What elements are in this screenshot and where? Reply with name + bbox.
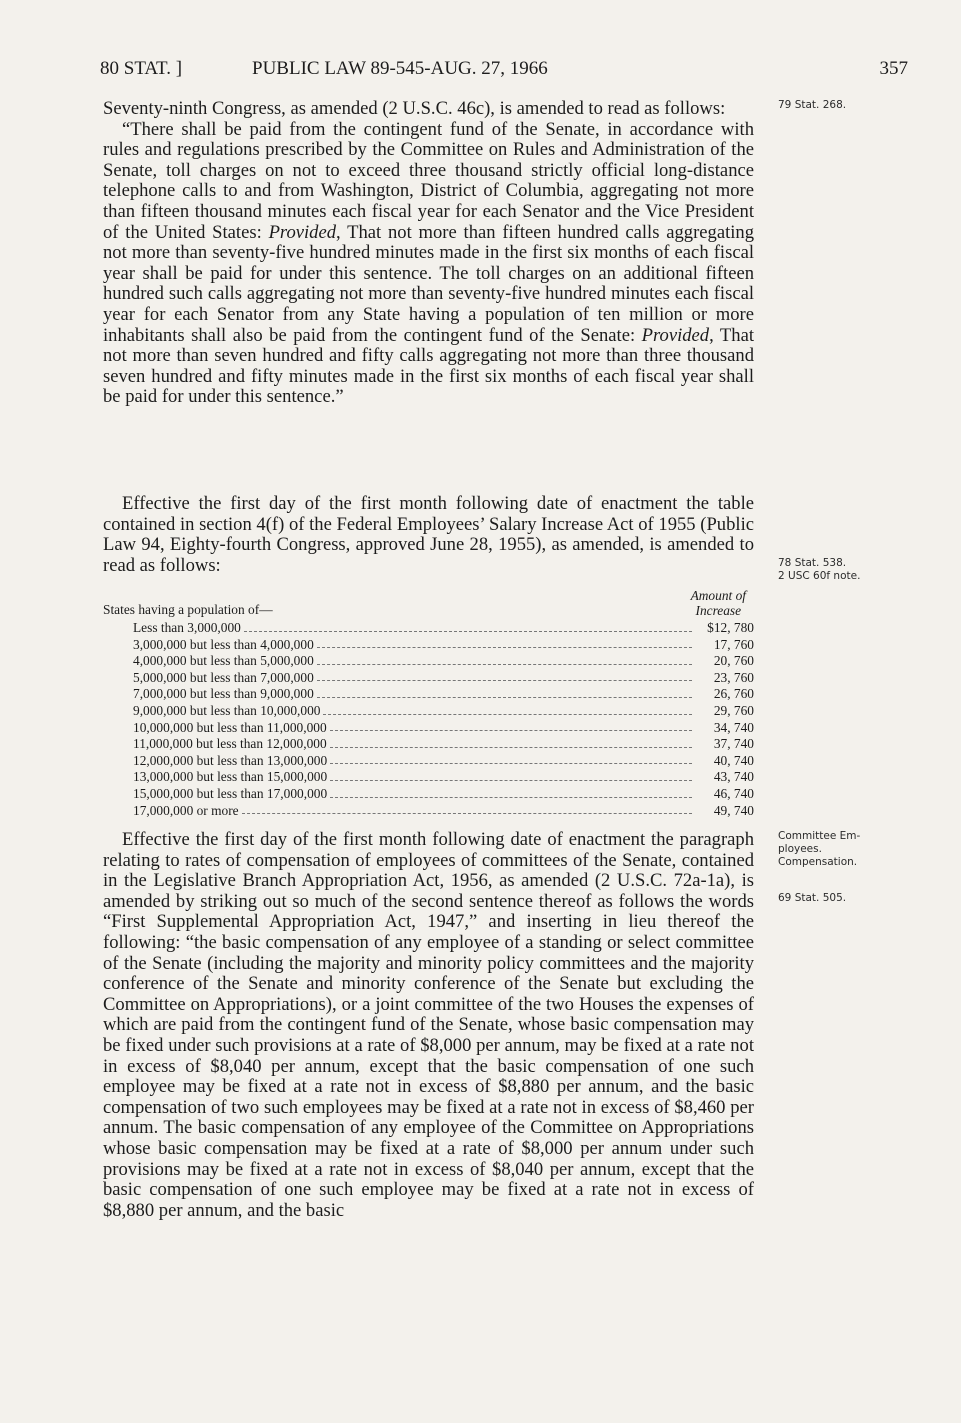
table-row bbox=[103, 703, 754, 720]
dot-leader bbox=[330, 786, 692, 798]
paragraph-telephone-calls bbox=[103, 120, 754, 408]
table-row bbox=[103, 686, 754, 703]
margin-note-69-stat bbox=[778, 892, 846, 905]
margin-note-text: Compensation. bbox=[778, 856, 858, 868]
population-range: 15,000,000 but less than 17,000,000 bbox=[133, 785, 328, 801]
paragraph-text: , That not more than fifteen hundred calls aggregating not more than seventy-five hundred minutes made in the first six months of each fiscal year shall be paid for under this sentence. The toll charges on an additional fifteen hundred such calls aggregating not more than seventy-five hundred minutes each fiscal year for each Senator from any State having a population of ten million or more inhabitants shall also be paid from the contingent fund of the Senate: bbox=[103, 221, 754, 346]
margin-note-text: 78 Stat. 538. bbox=[778, 557, 847, 569]
increase-amount: 17, 760 bbox=[713, 636, 754, 652]
margin-note-text: 2 USC 60f note. bbox=[778, 570, 861, 582]
table-header-amount-line1: Amount of bbox=[690, 588, 746, 603]
dot-leader bbox=[317, 637, 692, 649]
dot-leader bbox=[242, 803, 692, 815]
table-row bbox=[103, 720, 754, 737]
population-range: 17,000,000 or more bbox=[133, 802, 239, 818]
margin-note-text: Committee Em- bbox=[778, 830, 861, 842]
paragraph-continuation: Seventy-ninth Congress, as amended (2 U.S.C. 46c), is amended to read as follows: bbox=[103, 98, 726, 119]
population-range: 9,000,000 but less than 10,000,000 bbox=[133, 702, 321, 718]
paragraph-text: , That not more than seven hundred and fifty calls aggregating not more than three thousand seven hundred and fifty minutes made in the first six months of each fiscal year shall be paid for under this sentence.” bbox=[103, 324, 754, 408]
table-row bbox=[103, 637, 754, 654]
increase-amount: 49, 740 bbox=[713, 802, 754, 818]
dot-leader bbox=[317, 686, 692, 698]
table-header-population: States having a population of— bbox=[103, 602, 273, 617]
table-row bbox=[103, 753, 754, 770]
dot-leader bbox=[317, 670, 692, 682]
paragraph-text: “There shall be paid from the contingent fund of the Senate, in accordance with rules and regulations prescribed by the Committee on Rules and Administration of the Senate, toll charges on not to exceed three thousand strictly official long-distance telephone calls to and from Washington, District of Columbia, aggregating not more than fifteen thousand minutes each fiscal year for each Senator and the Vice President of the United States: bbox=[103, 118, 754, 243]
increase-amount: $12, 780 bbox=[707, 620, 754, 635]
margin-note-78-stat bbox=[778, 557, 860, 583]
table-row bbox=[103, 769, 754, 786]
dot-leader bbox=[330, 753, 692, 765]
increase-amount: 29, 760 bbox=[713, 702, 754, 718]
dot-leader bbox=[323, 703, 692, 715]
proviso-word: Provided bbox=[268, 221, 337, 243]
increase-amount: 34, 740 bbox=[713, 719, 754, 735]
paragraph-committee-compensation: Effective the first day of the first month following date of enactment the paragraph relating to rates of compensation of employees of committees of the Senate, contained in the Legislative Branch Appropriation Act, 1956, as amended (2 U.S.C. 72a-1a), is amended by striking out so much of the second sentence thereof as follows the words “First Supplemental Appropriation Act, 1947,” and inserting in lieu thereof the following: “the basic compensation of any employee of a standing or select committee of the Senate (including the majority and minority policy committees and the majority conference of the Senate and minority conference of the Senate but excluding the Committee on Appropriations), or a joint committee of the two Houses the expenses of which are paid from the contingent fund of the Senate, whose basic compensation may be fixed under such provisions at a rate of $8,000 per annum, may be fixed at a rate not in excess of $8,040 per annum, except that the basic compensation of one such employee may be fixed at a rate not in excess of $8,880 per annum, and the basic compensation of two such employees may be fixed at a rate not in excess of $8,460 per annum. The basic compensation of any employee of the Committee on Appropriations whose basic compensation may be fixed at a rate of $8,000 per annum under such provisions may be fixed at a rate not in excess of $8,040 per annum, except that the basic compensation of one such employee may be fixed at a rate not in excess of $8,880 per annum, and the basic bbox=[103, 829, 754, 1221]
dot-leader bbox=[244, 620, 692, 632]
population-range: 12,000,000 but less than 13,000,000 bbox=[133, 752, 328, 768]
body-text-salary-table-intro bbox=[103, 494, 754, 576]
increase-amount: 26, 760 bbox=[713, 686, 754, 702]
population-range: 10,000,000 but less than 11,000,000 bbox=[133, 719, 327, 735]
table-row bbox=[103, 620, 754, 637]
proviso-word: Provided bbox=[641, 324, 710, 346]
margin-note-text: 79 Stat. 268. bbox=[778, 99, 847, 111]
dot-leader bbox=[330, 736, 692, 748]
table-row bbox=[103, 803, 754, 820]
population-range: 13,000,000 but less than 15,000,000 bbox=[133, 769, 328, 785]
increase-amount: 23, 760 bbox=[713, 669, 754, 685]
table-body bbox=[103, 620, 754, 819]
table-header-amount bbox=[691, 588, 746, 618]
margin-note-text: ployees. bbox=[778, 843, 822, 855]
increase-amount: 37, 740 bbox=[713, 736, 754, 752]
table-row bbox=[103, 736, 754, 753]
salary-increase-table bbox=[103, 588, 754, 819]
population-range: 5,000,000 but less than 7,000,000 bbox=[133, 669, 314, 685]
table-header bbox=[103, 588, 754, 620]
population-range: 7,000,000 but less than 9,000,000 bbox=[133, 686, 314, 702]
dot-leader bbox=[330, 720, 692, 732]
body-text-top bbox=[103, 99, 754, 408]
increase-amount: 46, 740 bbox=[713, 785, 754, 801]
population-range: 4,000,000 but less than 5,000,000 bbox=[133, 653, 314, 669]
table-row bbox=[103, 786, 754, 803]
margin-note-79-stat bbox=[778, 99, 846, 112]
page-title: PUBLIC LAW 89-545-AUG. 27, 1966 bbox=[252, 58, 548, 79]
population-range: Less than 3,000,000 bbox=[133, 620, 241, 635]
margin-note-text: 69 Stat. 505. bbox=[778, 892, 847, 904]
increase-amount: 43, 740 bbox=[713, 769, 754, 785]
dot-leader bbox=[330, 769, 692, 781]
population-range: 3,000,000 but less than 4,000,000 bbox=[133, 636, 314, 652]
page-header bbox=[100, 58, 908, 84]
page-number: 357 bbox=[879, 58, 908, 79]
dot-leader bbox=[317, 653, 692, 665]
paragraph-salary-increase: Effective the first day of the first month following date of enactment the table contained in section 4(f) of the Federal Employees’ Salary Increase Act of 1955 (Public Law 94, Eighty-fourth Congress, approved June 28, 1955), as amended, is amended to read as follows: bbox=[103, 493, 754, 576]
margin-note-committee-employees bbox=[778, 830, 860, 869]
population-range: 11,000,000 but less than 12,000,000 bbox=[133, 736, 327, 752]
increase-amount: 20, 760 bbox=[713, 653, 754, 669]
increase-amount: 40, 740 bbox=[713, 752, 754, 768]
statute-volume-label: 80 STAT. ] bbox=[100, 58, 183, 79]
table-row bbox=[103, 653, 754, 670]
table-row bbox=[103, 670, 754, 687]
body-text-committee-employees bbox=[103, 830, 754, 1221]
table-header-amount-line2: Increase bbox=[695, 603, 742, 618]
